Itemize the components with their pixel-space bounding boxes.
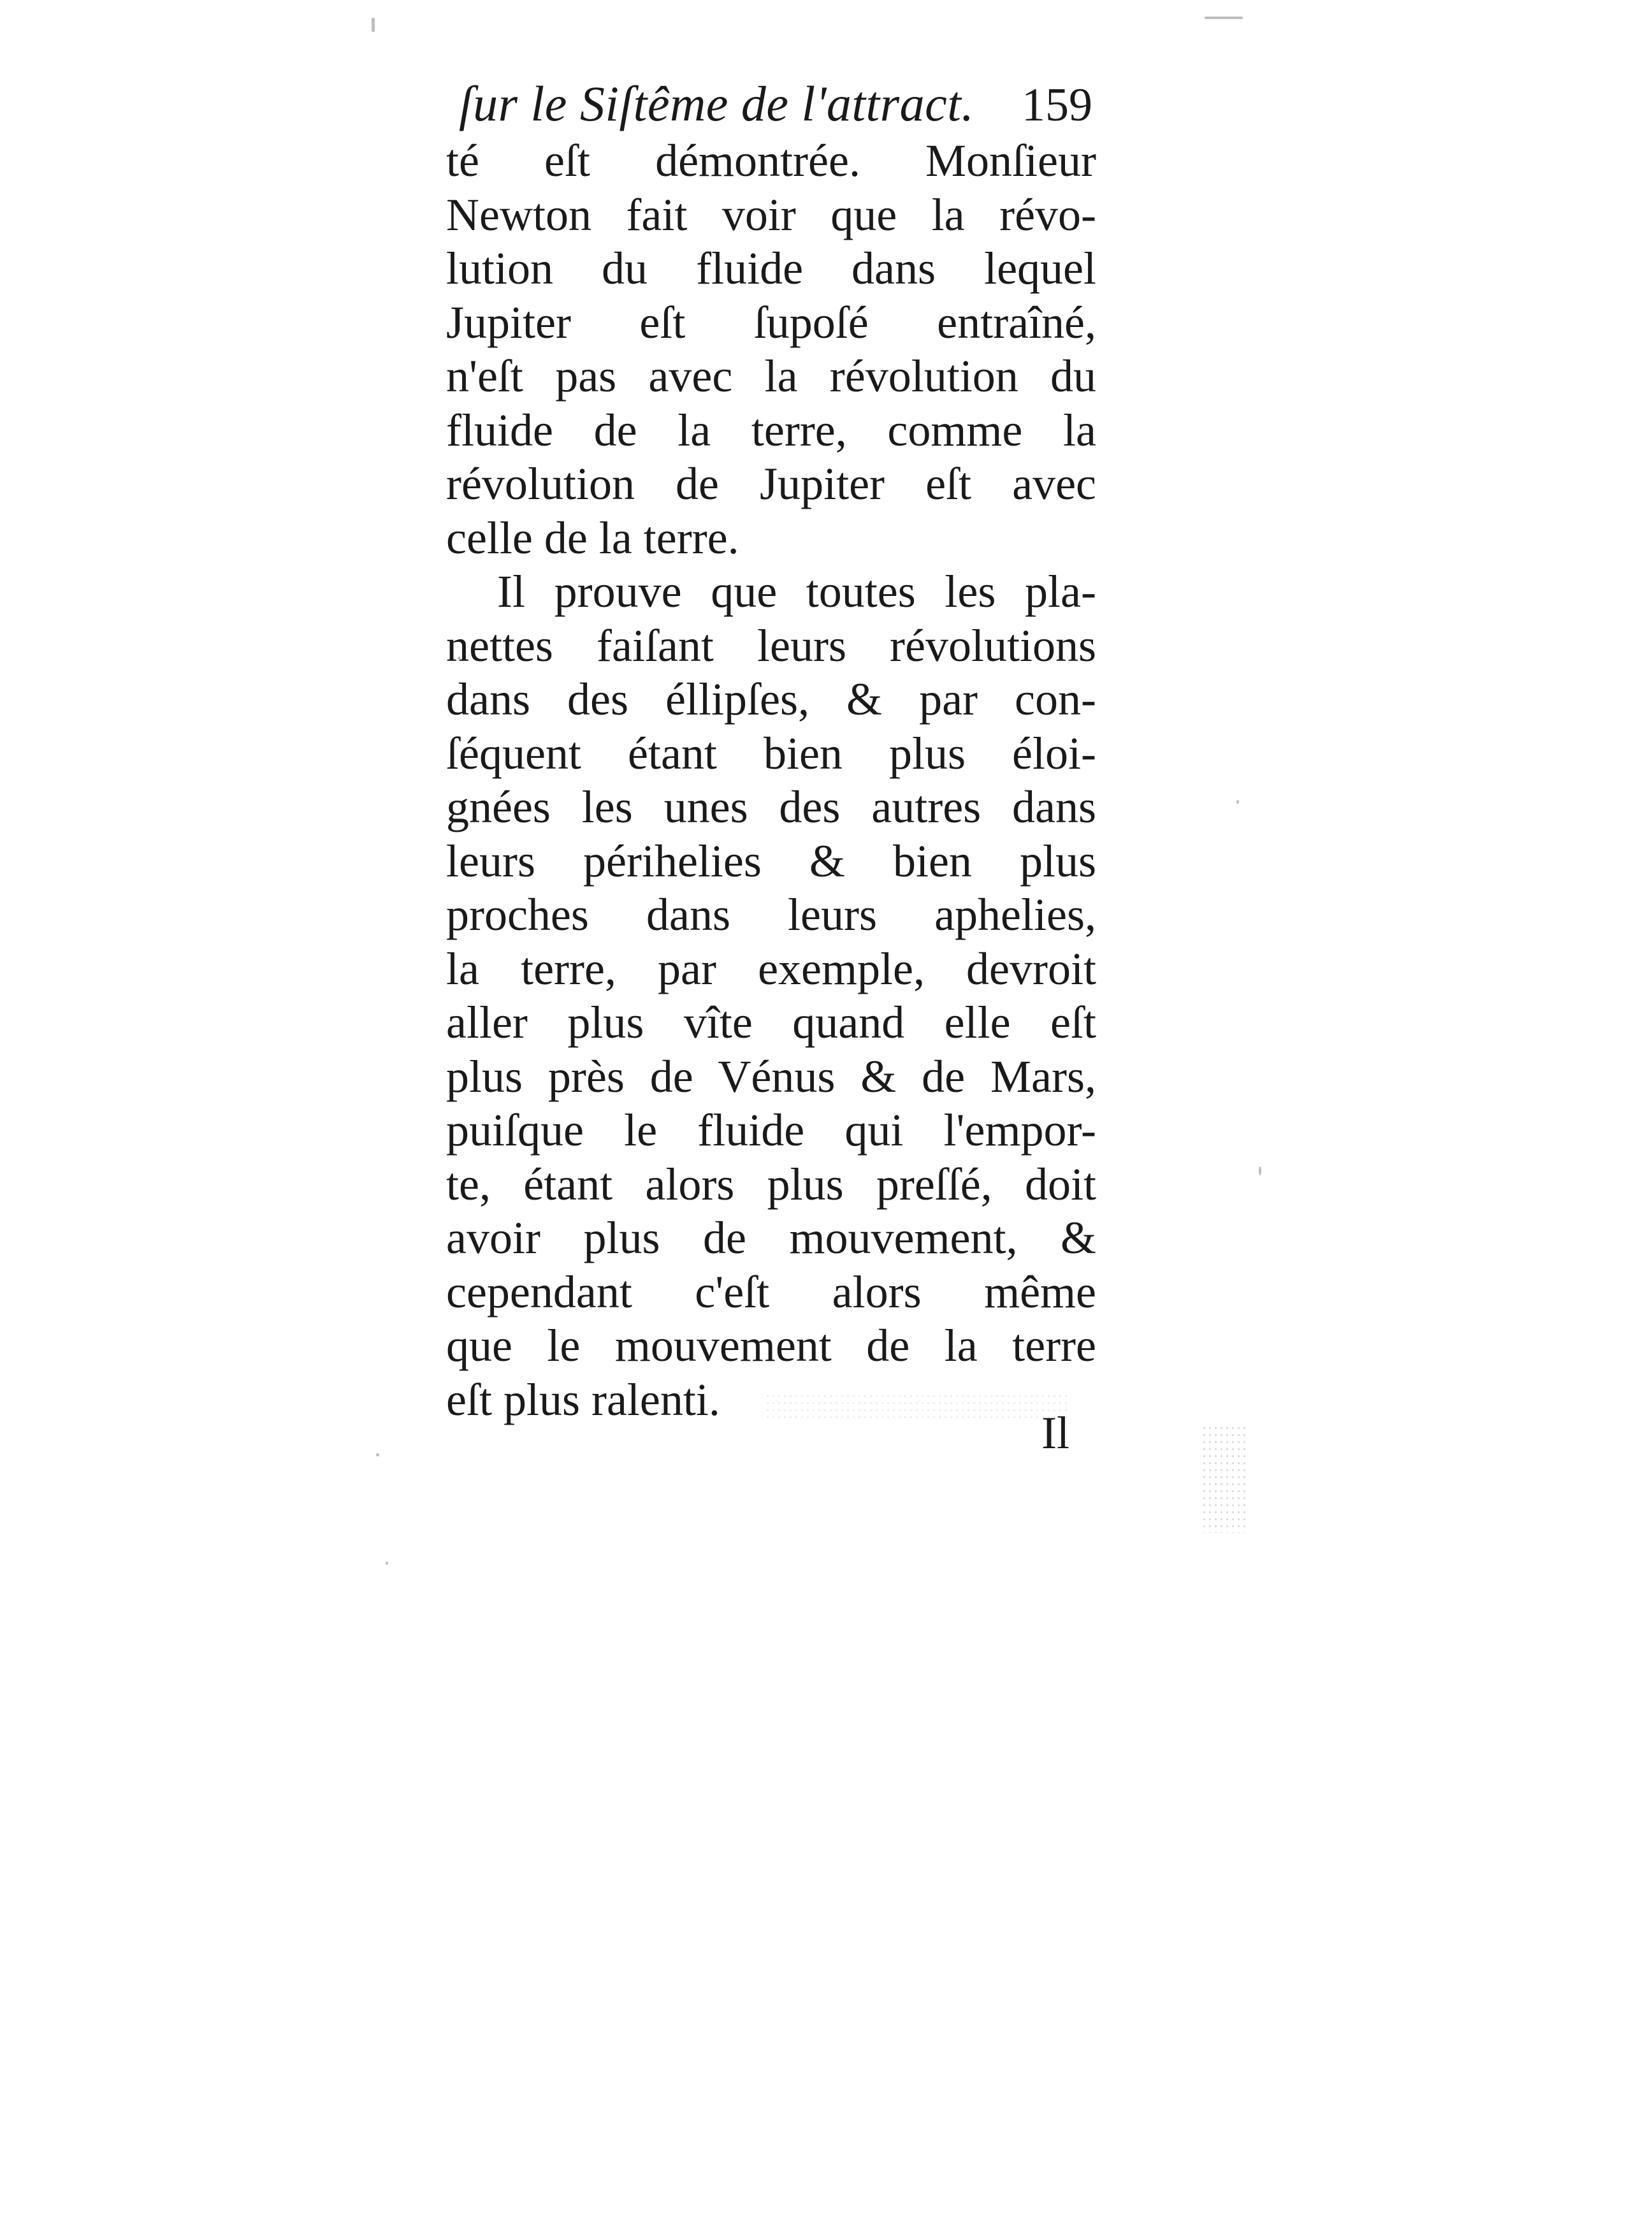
catchword: Il bbox=[1041, 1407, 1069, 1458]
text-line: te, étant alors plus preſſé, doit bbox=[446, 1158, 1096, 1210]
text-line: proches dans leurs aphelies, bbox=[446, 889, 1096, 940]
text-line: lution du fluide dans lequel bbox=[446, 243, 1096, 294]
text-line: té eſt démontrée. Monſieur bbox=[446, 135, 1096, 186]
text-line: nettes faiſant leurs révolutions bbox=[446, 620, 1096, 671]
text-line: Jupiter eſt ſupoſé entraîné, bbox=[446, 296, 1096, 348]
text-line: révolution de Jupiter eſt avec bbox=[446, 458, 1096, 509]
paragraph-1 bbox=[446, 134, 1096, 565]
text-line: Il prouve que toutes les pla- bbox=[497, 566, 1096, 617]
text-line: gnées les unes des autres dans bbox=[446, 781, 1096, 832]
text-line: n'eſt pas avec la révolution du bbox=[446, 351, 1096, 402]
text-line: fluide de la terre, comme la bbox=[446, 404, 1096, 456]
text-line: leurs périhelies & bien plus bbox=[446, 835, 1096, 887]
text-line: plus près de Vénus & de Mars, bbox=[446, 1050, 1096, 1102]
running-title: ſur le Siſtême de l'attract. bbox=[459, 76, 975, 131]
text-line: aller plus vîte quand elle eſt bbox=[446, 997, 1096, 1048]
scan-speck bbox=[372, 18, 375, 32]
scan-speck bbox=[1205, 17, 1243, 19]
scan-speck bbox=[386, 1562, 388, 1565]
running-head bbox=[459, 76, 1096, 134]
scan-speck bbox=[376, 1453, 379, 1456]
text-line: cependant c'eſt alors même bbox=[446, 1266, 1096, 1318]
text-line: puiſque le fluide qui l'empor- bbox=[446, 1105, 1096, 1156]
text-line: Newton fait voir que la révo- bbox=[446, 189, 1096, 240]
page-text-block bbox=[446, 76, 1096, 1427]
scan-speck bbox=[1236, 800, 1239, 804]
text-line: ſéquent étant bien plus éloi- bbox=[446, 727, 1096, 779]
text-line: dans des éllipſes, & par con- bbox=[446, 674, 1096, 725]
text-line: la terre, par exemple, devroit bbox=[446, 943, 1096, 994]
text-line: eſt plus ralenti. bbox=[446, 1374, 720, 1425]
paragraph-2 bbox=[446, 565, 1096, 1427]
page-number: 159 bbox=[1022, 79, 1092, 131]
scan-noise bbox=[1201, 1425, 1246, 1533]
text-line: que le mouvement de la terre bbox=[446, 1320, 1096, 1371]
text-line: avoir plus de mouvement, & bbox=[446, 1212, 1096, 1263]
text-line: celle de la terre. bbox=[446, 512, 739, 563]
scan-speck bbox=[1259, 1166, 1261, 1175]
